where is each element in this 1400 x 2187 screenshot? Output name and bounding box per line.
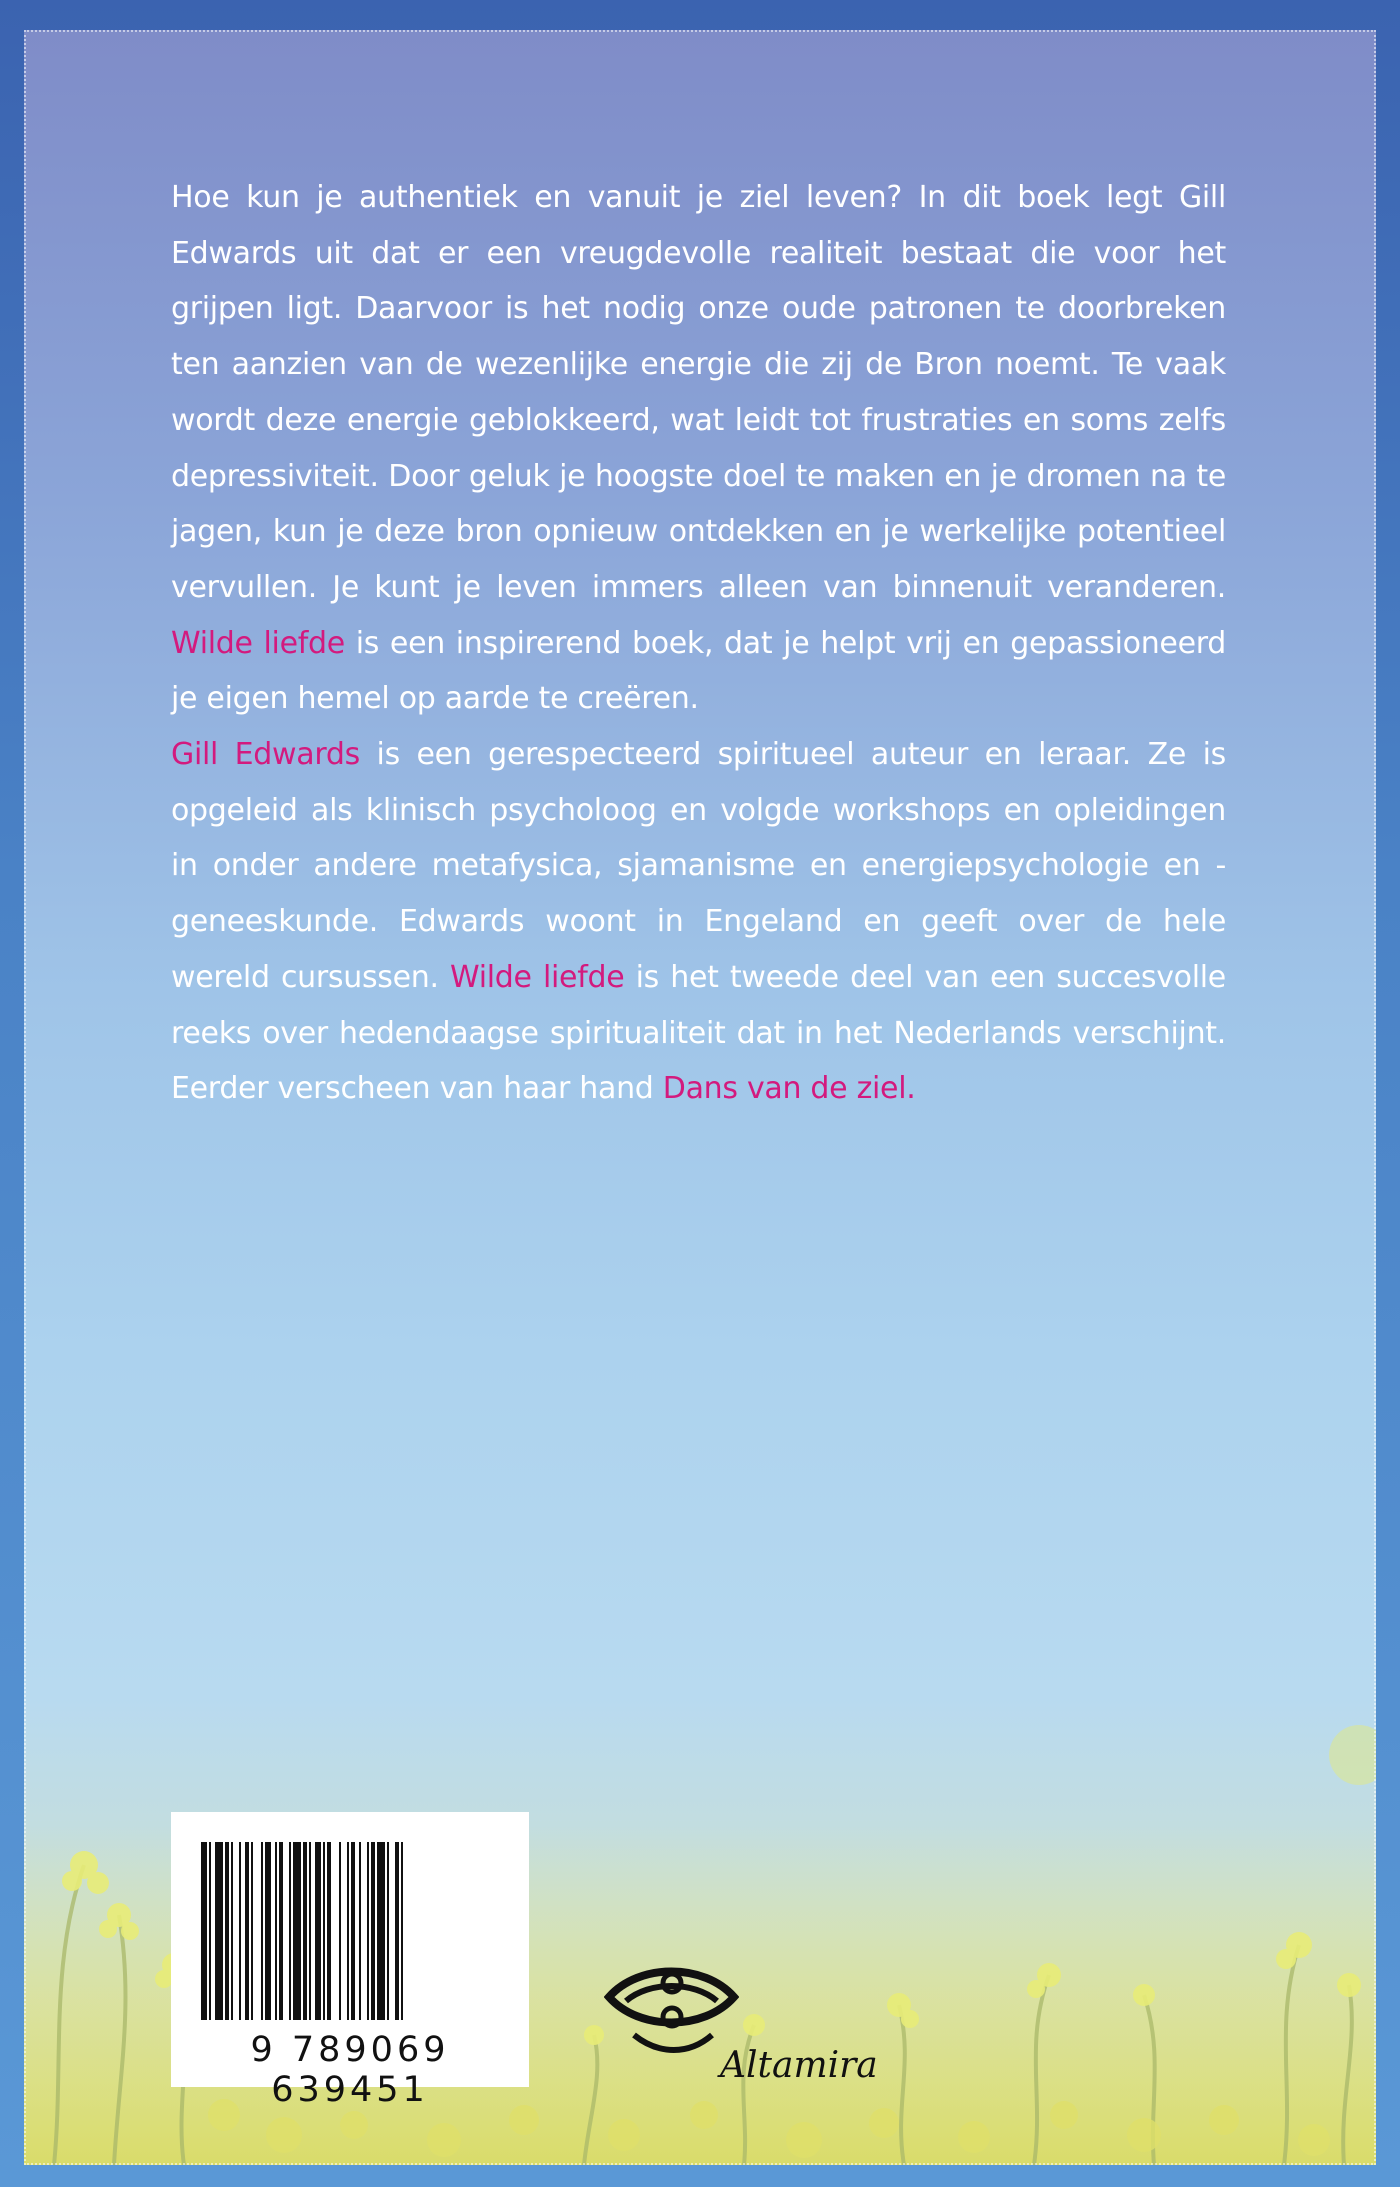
barcode-bar [339, 1842, 341, 2020]
barcode-bar [261, 1842, 263, 2020]
barcode-bar [395, 1842, 399, 2020]
barcode-bar [309, 1842, 311, 2020]
author-name-highlight: Gill Edwards [171, 737, 360, 772]
barcode-bar [245, 1842, 249, 2020]
barcode-bar [275, 1842, 277, 2020]
barcode-bar [387, 1842, 389, 2020]
isbn-number: 9 789069 639451 [250, 2030, 450, 2110]
author-bio-text: is een gerespecteerd spiritueel auteur en leraar. Ze is opgeleid als klinisch psycholoog en volgde workshops en opleidingen in onder andere metafysica, sjamanisme en energiepsychologie en -geneeskunde. Edwards woont in Engeland en geeft over de hele wereld cursussen. [171, 737, 1226, 995]
barcode-bar [231, 1842, 233, 2020]
book-title-highlight: Wilde liefde [171, 625, 345, 661]
blurb-paragraph [171, 170, 1226, 727]
barcode-bar [215, 1842, 223, 2020]
barcode-bar [359, 1842, 361, 2020]
barcode-bar [251, 1842, 253, 2020]
barcode-bar [401, 1842, 403, 2020]
earlier-book-title: Dans van de ziel [662, 1071, 907, 1107]
barcode-bar [327, 1842, 331, 2020]
barcode-bar [239, 1842, 241, 2020]
barcode-bar [323, 1842, 325, 2020]
barcode-bar [303, 1842, 307, 2020]
barcode-bar [209, 1842, 211, 2020]
book-title-highlight: Wilde liefde [450, 959, 625, 995]
blurb-text-end: is een inspirerend boek, dat je helpt vrij en gepassioneerd je eigen hemel op aarde te creëren. [171, 625, 1226, 717]
publisher-name: Altamira [720, 2045, 878, 2086]
author-bio-paragraph [171, 727, 1226, 1117]
bio-period: . [906, 1071, 916, 1107]
barcode-bar [293, 1842, 301, 2020]
barcode-bar [265, 1842, 271, 2020]
author-bio-text-2: is het tweede deel van een succesvolle reeks over hedendaagse spiritualiteit dat in het Nederlands verschijnt. Eerder verscheen van haar hand [171, 959, 1226, 1107]
eye-fish-icon [604, 1955, 739, 2060]
barcode-bar [371, 1842, 375, 2020]
barcode-bar [351, 1842, 355, 2020]
barcode-bar [225, 1842, 229, 2020]
barcode-bar [201, 1842, 207, 2020]
isbn-barcode [171, 1812, 529, 2110]
barcode-bar [347, 1842, 349, 2020]
barcode-bar [279, 1842, 283, 2020]
blurb-text: Hoe kun je authentiek en vanuit je ziel leven? In dit boek legt Gill Edwards uit dat er een vreugdevolle realiteit bestaat die voor het grijpen ligt. Daarvoor is het nodig onze oude patronen te doorbreken ten aanzien van de wezenlijke energie die zij de Bron noemt. Te vaak wordt deze energie geblokkeerd, wat leidt tot frustraties en soms zelfs depressiviteit. Door geluk je hoogste doel te maken en je dromen na te jagen, kun je deze bron opnieuw ontdekken en je werkelijke potentieel vervullen. Je kunt je leven immers alleen van binnenuit veranderen. [171, 180, 1226, 605]
barcode-bar [367, 1842, 369, 2020]
barcode-bar [377, 1842, 385, 2020]
barcode-bar [315, 1842, 321, 2020]
barcode-bar [289, 1842, 291, 2020]
